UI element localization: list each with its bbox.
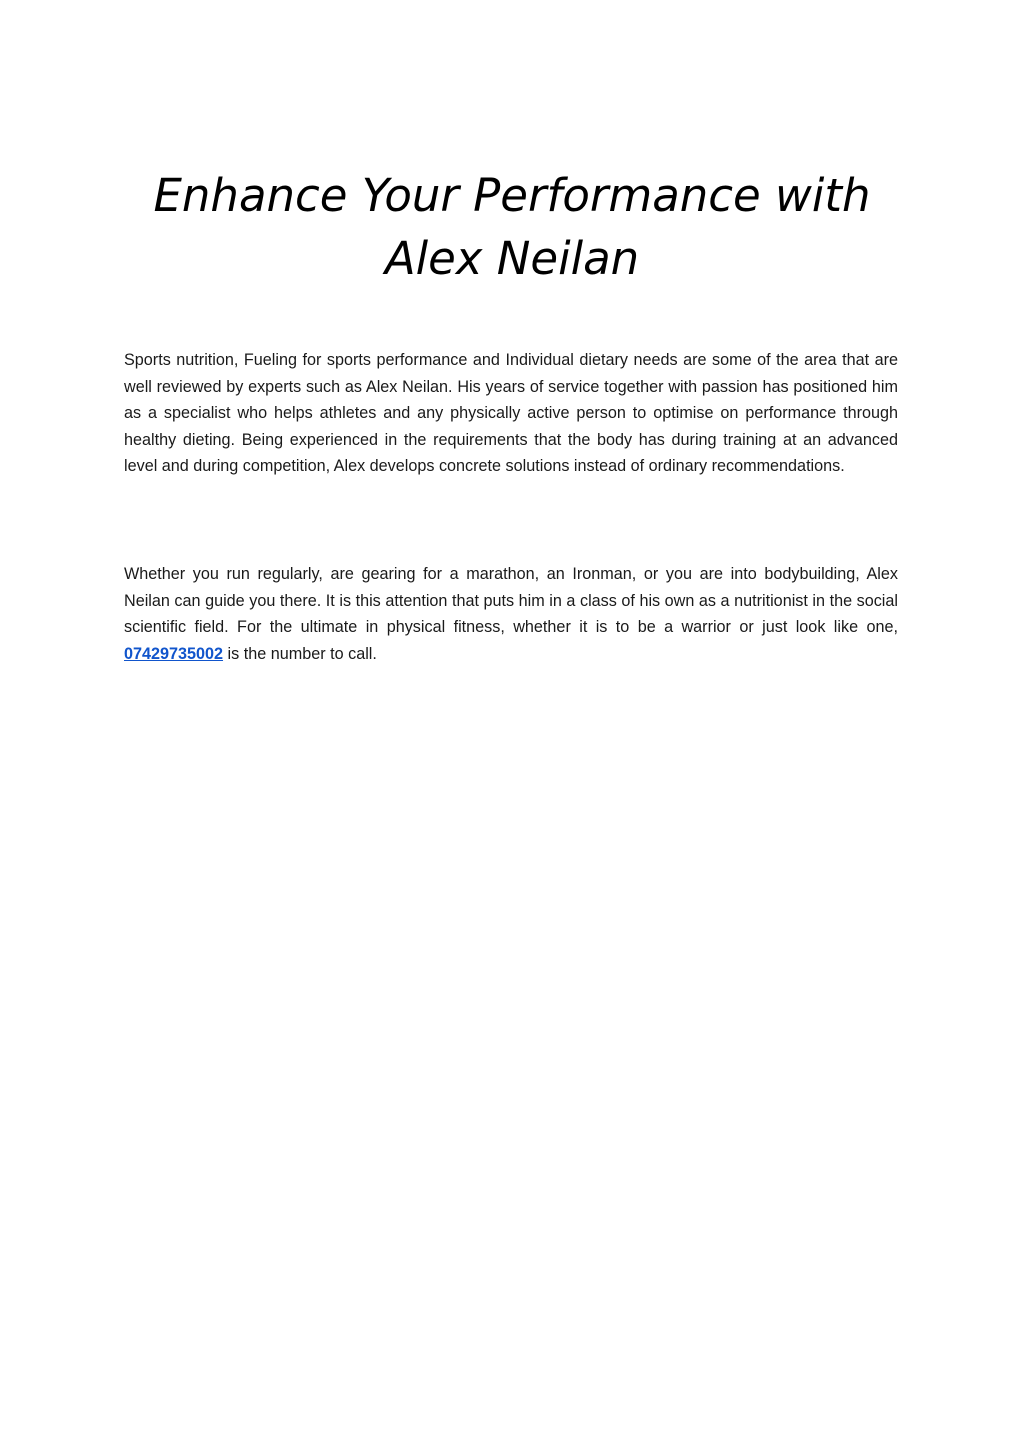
paragraph-contact-text: Whether you run regularly, are gearing for a marathon, an Ironman, or you are into bodybuilding, Alex Neilan can guide you there. It is this attention that puts him in a class of his own as a nutritionist in the social scientific field. For the ultimate in physical fitness, whether it is to be a warrior or just look like one, <box>124 565 898 636</box>
document-title: Enhance Your Performance with Alex Neilan <box>153 169 871 285</box>
paragraph-intro: Sports nutrition, Fueling for sports performance and Individual dietary needs are some of the area that are well reviewed by experts such as Alex Neilan. His years of service together with passion has positioned him as a specialist who helps athletes and any physically active person to optimise on performance through healthy dieting. Being experienced in the requirements that the body has during training at an advanced level and during competition, Alex develops concrete solutions instead of ordinary recommendations. <box>124 351 898 475</box>
paragraph-contact <box>124 561 898 667</box>
phone-number-link[interactable]: 07429735002 <box>124 644 224 663</box>
paragraph-contact-text-end: is the number to call. <box>223 644 377 663</box>
